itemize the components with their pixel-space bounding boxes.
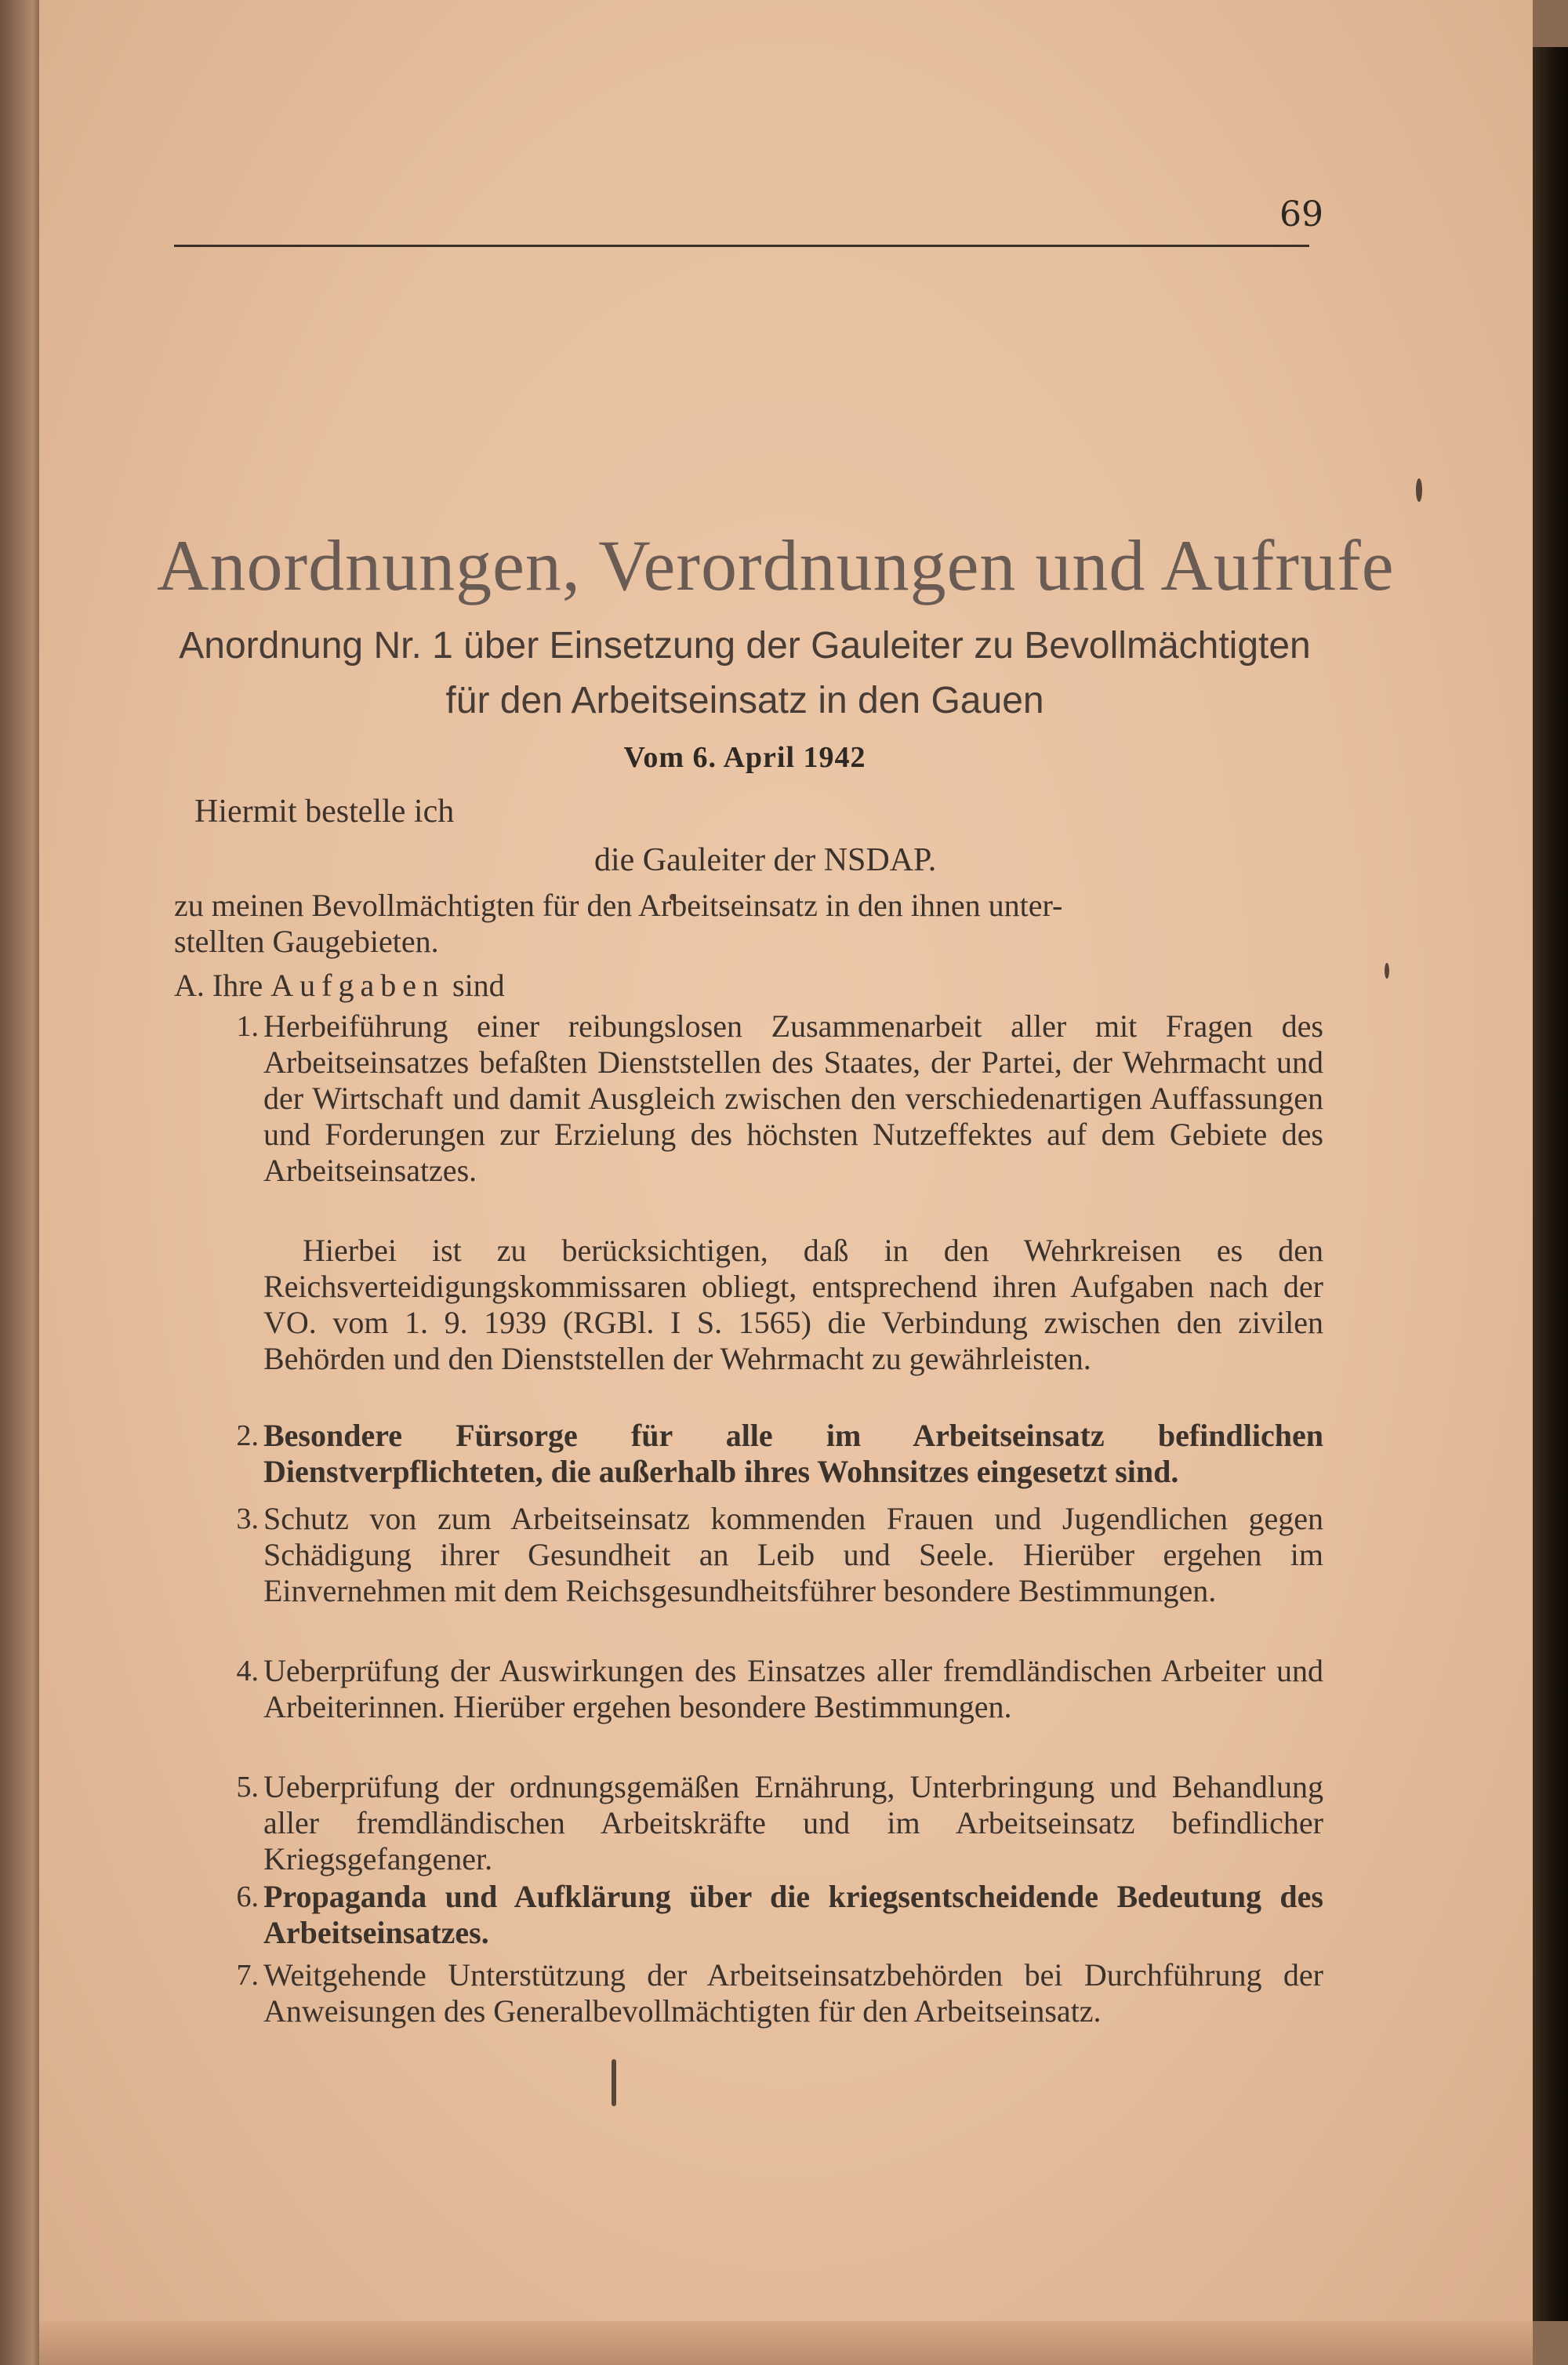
intro-line-4: stellten Gaugebieten. [174,924,439,959]
paper-speck [612,2059,616,2106]
item-4-text: Ueberprüfung der Auswirkungen des Einsatzes aller fremdländischen Arbeiter und Arbeiterinnen. Hierüber ergehen besondere Bestimmungen. [263,1653,1323,1724]
paper-speck [1416,478,1422,502]
item-7-number: 7. [236,1959,259,1992]
subtitle-line-2: für den Arbeitseinsatz in den Gauen [445,680,1044,721]
item-5-number: 5. [236,1771,259,1804]
page-number: 69 [1279,194,1323,234]
item-5-text: Ueberprüfung der ordnungsgemäßen Ernährung, Unterbringung und Behandlung aller fremdländischen Arbeitskräfte und im Arbeitseinsatz befindlicher Kriegsgefangener. [263,1769,1323,1876]
decree-date: Vom 6. April 1942 [623,741,866,774]
item-4-number: 4. [236,1655,259,1687]
item-7-text: Weitgehende Unterstützung der Arbeitseinsatzbehörden bei Durchführung der Anweisungen des Generalbevollmächtigten für den Arbeitseinsatz. [263,1957,1323,2029]
section-heading [174,968,505,1004]
item-3-number: 3. [236,1502,259,1535]
item-3-text: Schutz von zum Arbeitseinsatz kommenden Frauen und Jugendlichen gegen Schädigung ihrer Gesundheit an Leib und Seele. Hierüber ergehen im Einvernehmen mit dem Reichsgesundheitsführer besondere Bestimmungen. [263,1501,1323,1608]
intro-line-2: die Gauleiter der NSDAP. [594,842,937,878]
item-6-text: Propaganda und Aufklärung über die kriegsentscheidende Bedeutung des Arbeitseinsatzes. [263,1879,1323,1950]
paper-speck [1385,963,1389,979]
item-1-note: Hierbei ist zu berücksichtigen, daß in den Wehrkreisen es den Reichsverteidigungskommissaren obliegt, entsprechend ihren Aufgaben nach der VO. vom 1. 9. 1939 (RGBl. I S. 1565) die Verbindung zwischen den zivilen Behörden und den Dienststellen der Wehrmacht zu gewährleisten. [263,1233,1323,1376]
binding-shadow [1533,47,1568,2321]
section-spaced-word: Aufgaben [270,968,445,1003]
intro-line-1: Hiermit bestelle ich [194,794,455,830]
page-title: Anordnungen, Verordnungen und Aufrufe [157,525,1395,605]
item-2-text: Besondere Fürsorge für alle im Arbeitseinsatz befindlichen Dienstverpflichteten, die außerhalb ihres Wohnsitzes eingesetzt sind. [263,1418,1323,1489]
item-1-text: Herbeiführung einer reibungslosen Zusammenarbeit aller mit Fragen des Arbeitseinsatzes befaßten Dienststellen des Staates, der Partei, der Wehrmacht und der Wirtschaft und damit Ausgleich zwischen den verschiedenartigen Auffassungen und Forderungen zur Erzielung des höchsten Nutzeffektes auf dem Gebiete des Arbeitseinsatzes. [263,1008,1323,1188]
header-rule [174,245,1309,247]
subtitle-line-1: Anordnung Nr. 1 über Einsetzung der Gauleiter zu Bevollmächtigten [179,625,1311,667]
section-end: sind [452,968,505,1003]
item-6-number: 6. [236,1880,259,1913]
section-label: A. Ihre [174,968,263,1003]
item-1-number: 1. [236,1010,259,1043]
intro-line-3: zu meinen Bevollmächtigten für den Arbeitseinsatz in den ihnen unter- [174,888,1063,923]
item-2-number: 2. [236,1419,259,1452]
page-bottom-shade [39,2321,1533,2365]
